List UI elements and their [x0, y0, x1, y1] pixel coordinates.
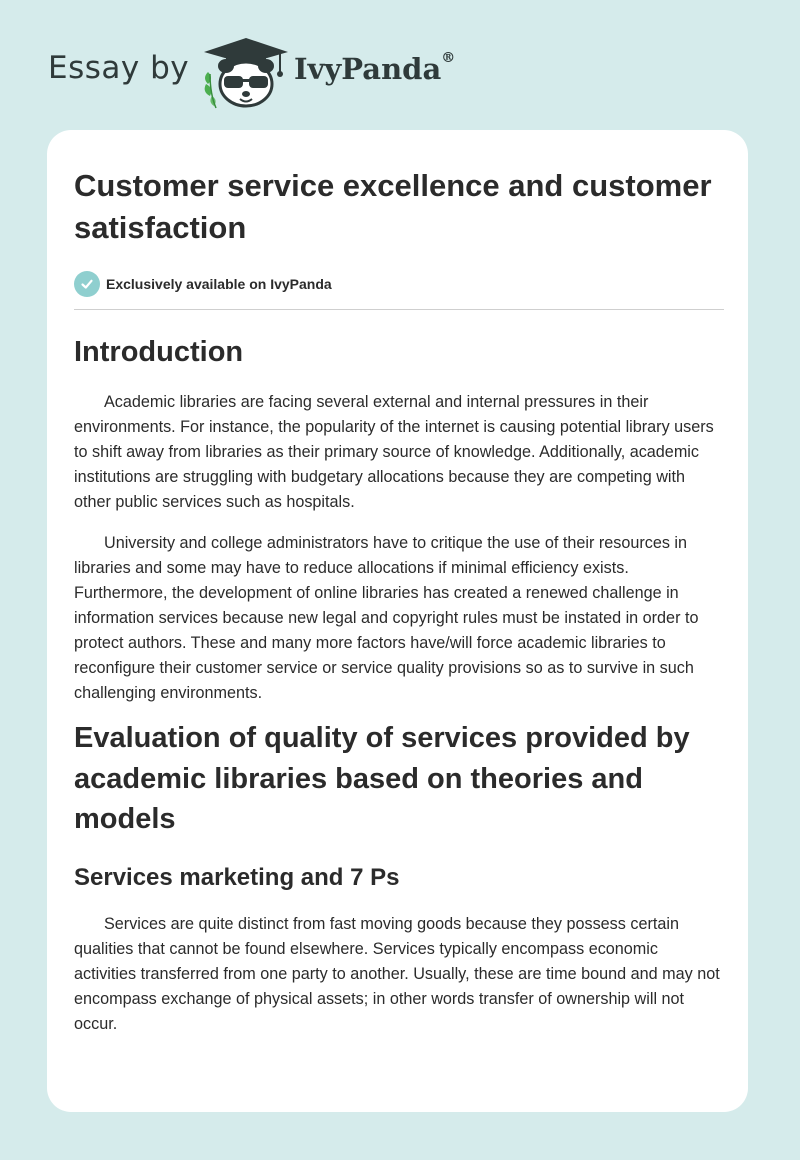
- article-card: [47, 130, 748, 1112]
- article-content: [74, 165, 724, 1037]
- section-heading-introduction: Introduction: [74, 336, 244, 368]
- panda-graduate-icon[interactable]: [200, 34, 292, 110]
- subsection-heading-services-marketing: Services marketing and 7 Ps: [74, 863, 400, 891]
- paragraph: Academic libraries are facing several external and internal pressures in their environments. For instance, the popularity of the internet is causing potential library users to shift away from libraries as their primary source of knowledge. Additionally, academic institutions are struggling with budgetary allocations because they are competing with other public services such as hospitals.: [74, 393, 714, 511]
- section-heading-evaluation: Evaluation of quality of services provided by academic libraries based on theories and models: [74, 722, 690, 835]
- site-header: [0, 0, 800, 130]
- divider: [74, 309, 724, 310]
- check-circle-icon: [74, 271, 100, 297]
- badge-text: Exclusively available on IvyPanda: [106, 276, 332, 292]
- paragraph: University and college administrators have to critique the use of their resources in libraries and some may have to reduce allocations if minimal efficiency exists. Furthermore, the development of online libraries has created a renewed challenge in information services because new legal and copyright rules must be instated in order to protect authors. These and many more factors have/will force academic libraries to reconfigure their customer service or service quality provisions so as to survive in such challenging environments.: [74, 534, 699, 702]
- article-title: Customer service excellence and customer satisfaction: [74, 168, 712, 245]
- paragraph: Services are quite distinct from fast moving goods because they possess certain qualities that cannot be found elsewhere. Services typically encompass economic activities transferred from one party to another. Usually, these are time bound and may not encompass exchange of physical assets; in other words transfer of ownership will not occur.: [74, 914, 720, 1033]
- exclusive-badge: [74, 271, 724, 297]
- brand-prefix: Essay by: [48, 50, 190, 86]
- brand-name[interactable]: IvyPanda®: [294, 50, 456, 86]
